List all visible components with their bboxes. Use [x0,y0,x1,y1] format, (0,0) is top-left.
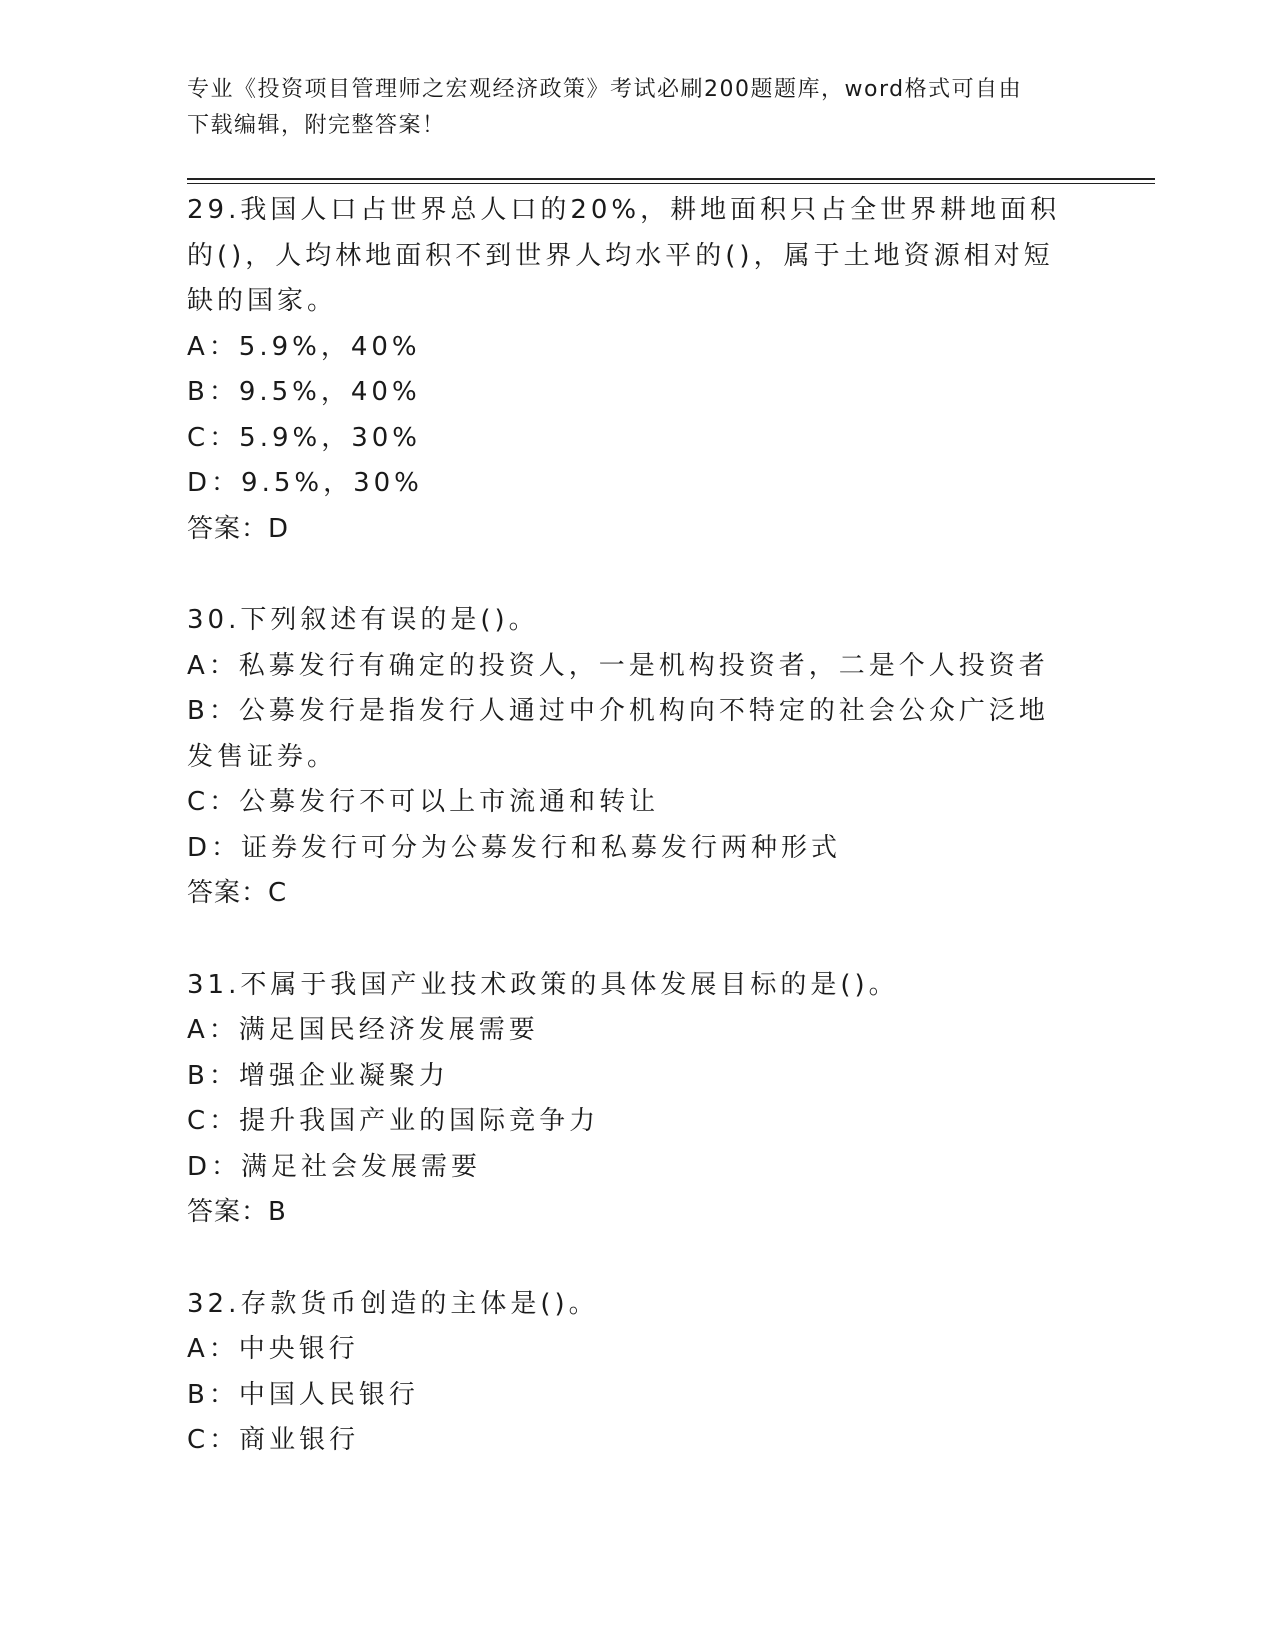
option-c: C：提升我国产业的国际竞争力 [187,1106,600,1136]
document-header [187,72,1077,144]
option-a: A：满足国民经济发展需要 [187,1015,539,1045]
question-30 [187,598,1067,917]
option-a: A：私募发行有确定的投资人，一是机构投资者，二是个人投资者 [187,650,1049,681]
option-d: D：证券发行可分为公募发行和私募发行两种形式 [187,832,842,863]
option-a: A：中央银行 [187,1334,359,1364]
option-d: D：9.5%，30% [187,468,423,498]
option-a: A：5.9%，40% [187,331,421,362]
question-31 [187,963,1067,1236]
option-c: C：商业银行 [187,1425,360,1455]
header-divider-thick [187,178,1155,180]
question-stem: 32.存款货币创造的主体是()。 [187,1288,599,1319]
answer-line: 答案：B [187,1197,287,1227]
question-stem: 31.不属于我国产业技术政策的具体发展目标的是()。 [187,969,899,1000]
answer-line: 答案：C [187,878,288,908]
question-32 [187,1282,1067,1464]
header-line-2: 下载编辑，附完整答案！ [187,113,446,138]
question-29 [187,188,1067,552]
header-divider-thin [187,183,1155,184]
question-stem: 30.下列叙述有误的是()。 [187,605,539,635]
answer-line: 答案：D [187,513,290,544]
option-c: C：公募发行不可以上市流通和转让 [187,787,660,817]
question-stem: 29.我国人口占世界总人口的20%，耕地面积只占全世界耕地面积的()，人均林地面积不到世界人均水平的()，属于土地资源相对短缺的国家。 [187,195,1061,316]
option-b: B：中国人民银行 [187,1379,419,1410]
option-c: C：5.9%，30% [187,422,421,453]
option-b: B：公募发行是指发行人通过中介机构向不特定的社会公众广泛地发售证券。 [187,696,1049,772]
question-list [187,188,1067,1510]
option-b: B：增强企业凝聚力 [187,1060,449,1091]
header-line-1: 专业《投资项目管理师之宏观经济政策》考试必刷200题题库，word格式可自由 [187,77,1023,102]
option-d: D：满足社会发展需要 [187,1151,482,1182]
option-b: B：9.5%，40% [187,377,421,407]
